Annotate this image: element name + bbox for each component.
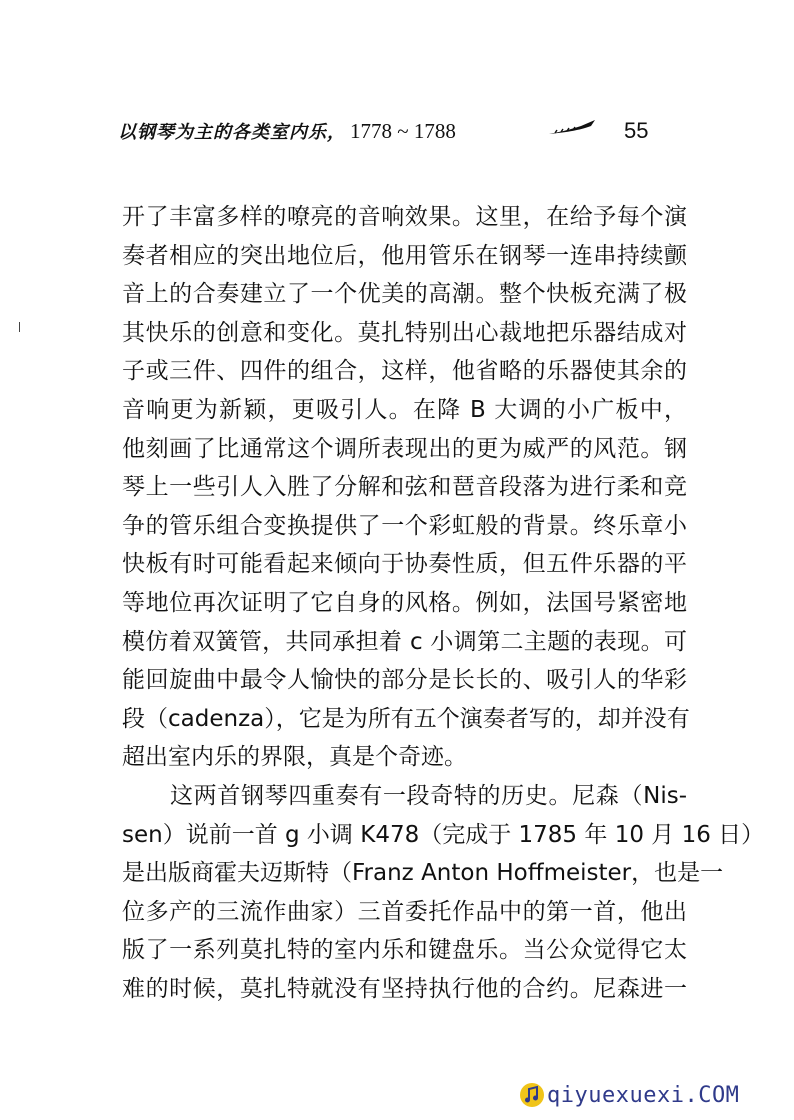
text-line: 子或三件、四件的组合，这样，他省略的乐器使其余的 bbox=[122, 358, 687, 385]
running-header bbox=[118, 116, 456, 146]
header-title: 以钢琴为主的各类室内乐， bbox=[118, 122, 346, 143]
text-line: 是出版商霍夫迈斯特（Franz Anton Hoffmeister，也是一 bbox=[122, 860, 724, 887]
margin-mark bbox=[18, 322, 21, 332]
text-line: 开了丰富多样的嘹亮的音响效果。这里，在给予每个演 bbox=[122, 204, 687, 230]
header-years: 1778 ~ 1788 bbox=[350, 118, 456, 143]
text-line: 奏者相应的突出地位后，他用管乐在钢琴一连串持续颤 bbox=[122, 242, 687, 269]
watermark-text: qiyuexuexi.COM bbox=[547, 1082, 740, 1108]
text-line: 能回旋曲中最令人愉快的部分是长长的、吸引人的华彩 bbox=[122, 667, 687, 694]
text-line: sen）说前一首 g 小调 K478（完成于 1785 年 10 月 16 日） bbox=[122, 821, 765, 848]
text-line: 音上的合奏建立了一个优美的高潮。整个快板充满了极 bbox=[122, 281, 687, 308]
text-line: 难的时候，莫扎特就没有坚持执行他的合约。尼森进一 bbox=[122, 975, 687, 1002]
text-line: 其快乐的创意和变化。莫扎特别出心裁地把乐器结成对 bbox=[122, 319, 687, 346]
text-line: 模仿着双簧管，共同承担着 c 小调第二主题的表现。可 bbox=[122, 628, 687, 655]
text-line-paragraph-start: 这两首钢琴四重奏有一段奇特的历史。尼森（Nis- bbox=[170, 782, 687, 809]
page-number: 55 bbox=[624, 118, 649, 143]
body-text bbox=[122, 198, 765, 1008]
text-line: 快板有时可能看起来倾向于协奏性质，但五件乐器的平 bbox=[122, 551, 687, 578]
text-line: 争的管乐组合变换提供了一个彩虹般的背景。终乐章小 bbox=[122, 512, 687, 539]
text-line: 版了一系列莫扎特的室内乐和键盘乐。当公众觉得它太 bbox=[122, 937, 687, 964]
text-line: 音响更为新颖，更吸引人。在降 B 大调的小广板中， bbox=[122, 396, 687, 423]
text-line: 段（cadenza），它是为所有五个演奏者写的，却并没有 bbox=[122, 705, 690, 732]
watermark bbox=[519, 1080, 739, 1110]
pen-flourish-icon bbox=[547, 118, 599, 138]
text-line: 琴上一些引人入胜了分解和弦和琶音段落为进行柔和竞 bbox=[122, 474, 687, 501]
text-line: 等地位再次证明了它自身的风格。例如，法国号紧密地 bbox=[122, 589, 687, 616]
text-line: 他刻画了比通常这个调所表现出的更为威严的风范。钢 bbox=[122, 435, 687, 462]
music-note-logo-icon bbox=[519, 1082, 545, 1108]
text-line-paragraph-end: 超出室内乐的界限，真是个奇迹。 bbox=[122, 744, 467, 771]
text-line: 位多产的三流作曲家）三首委托作品中的第一首，他出 bbox=[122, 898, 687, 925]
